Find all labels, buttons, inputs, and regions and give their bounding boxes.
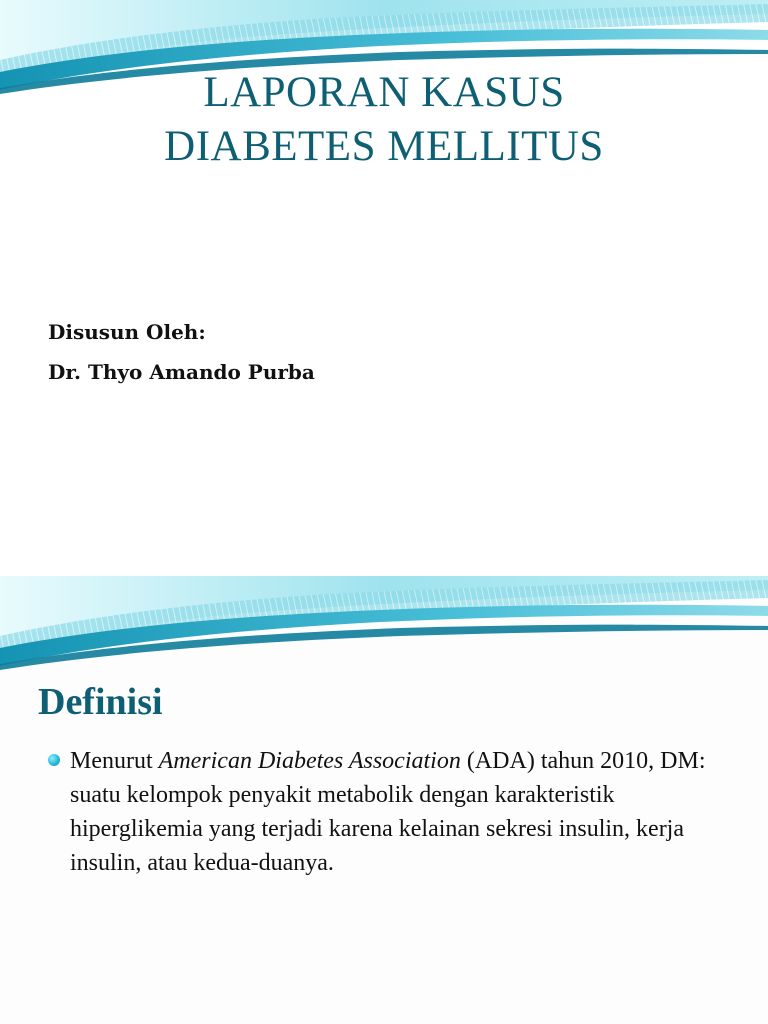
definition-bullet xyxy=(44,744,724,880)
author-label: Disusun Oleh: xyxy=(48,320,206,344)
author-name: Dr. Thyo Amando Purba xyxy=(48,360,315,384)
bullet-text-italic: American Diabetes Association xyxy=(158,748,461,774)
title-line-1: LAPORAN KASUS xyxy=(203,69,565,116)
bullet-dot-icon xyxy=(48,754,60,766)
bullet-text-after: (ADA) tahun 2010, DM: suatu kelompok penyakit metabolik dengan karakteristik hiperglikemia yang terjadi karena kelainan sekresi insulin, kerja insulin, atau kedua-duanya. xyxy=(70,748,706,876)
bullet-text xyxy=(70,744,724,880)
title-line-2: DIABETES MELLITUS xyxy=(164,123,604,170)
slide-title xyxy=(0,66,768,174)
section-heading: Definisi xyxy=(38,681,163,723)
header-wave-banner xyxy=(0,576,768,676)
author-block xyxy=(48,312,315,392)
bullet-text-before: Menurut xyxy=(70,748,159,774)
